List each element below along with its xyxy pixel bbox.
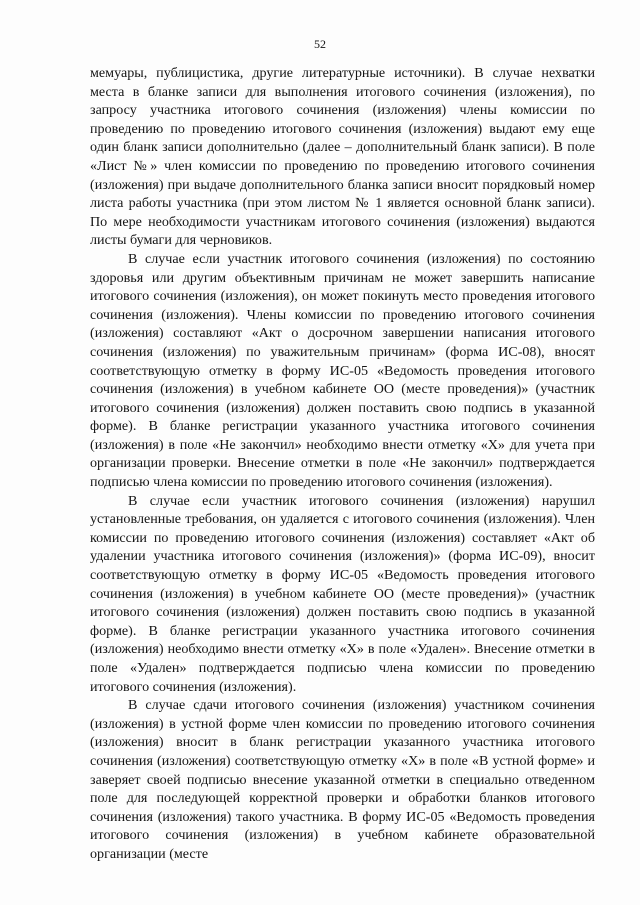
paragraph-early-completion: В случае если участник итогового сочинения (изложения) по состоянию здоровья или другим объективным причинам не может завершить написание итогового сочинения (изложения), он может покинуть место проведения итогового сочинения (изложения). Члены комиссии по проведению итогового сочинения (изложения) составляют «Акт о досрочном завершении написания итогового сочинения (изложения) по уважительным причинам» (форма ИС-08), вносят соответствующую отметку в форму ИС-05 «Ведомость проведения итогового сочинения (изложения) в учебном кабинете ОО (месте проведения)» (участник итогового сочинения (изложения) должен поставить свою подпись в указанной форме). В бланке регистрации указанного участника итогового сочинения (изложения) в поле «Не закончил» необходимо внести отметку «Х» для учета при организации проверки. Внесение отметки в поле «Не закончил» подтверждается подписью члена комиссии по проведению итогового сочинения (изложения). bbox=[90, 250, 595, 491]
paragraph-oral-form: В случае сдачи итогового сочинения (изложения) участником сочинения (изложения) в устной форме член комиссии по проведению итогового сочинения (изложения) вносит в бланк регистрации указанного участника итогового сочинения (изложения) соответствующую отметку «Х» в поле «В устной форме» и заверяет своей подписью внесение указанной отметки в специально отведенном поле для последующей корректной проверки и обработки бланков итогового сочинения (изложения) такого участника. В форму ИС-05 «Ведомость проведения итогового сочинения (изложения) в учебном кабинете образовательной организации (месте bbox=[90, 697, 595, 862]
paragraph-extra-blank-forms: мемуары, публицистика, другие литературные источники). В случае нехватки места в бланке записи для выполнения итогового сочинения (изложения), по запросу участника итогового сочинения (изложения) члены комиссии по проведению по проведению итогового сочинения (изложения) выдают ему еще один бланк записи дополнительно (далее – дополнительный бланк записи). В поле «Лист №» член комиссии по проведению по проведению итогового сочинения (изложения) при выдаче дополнительного бланка записи вносит порядковый номер листа работы участника (при этом листом № 1 является основной бланк записи). По мере необходимости участникам итогового сочинения (изложения) выдаются листы бумаги для черновиков. bbox=[90, 65, 595, 249]
page-number: 52 bbox=[314, 37, 326, 51]
paragraph-removal: В случае если участник итогового сочинения (изложения) нарушил установленные требования, он удаляется с итогового сочинения (изложения). Член комиссии по проведению итогового сочинения (изложения) составляет «Акт об удалении участника итогового сочинения (изложения)» (форма ИС-09), вносит соответствующую отметку в форму ИС-05 «Ведомость проведения итогового сочинения (изложения) в учебном кабинете ОО (месте проведения)» (участник итогового сочинения (изложения) должен поставить свою подпись в указанной форме). В бланке регистрации указанного участника итогового сочинения (изложения) необходимо внести отметку «Х» в поле «Удален». Внесение отметки в поле «Удален» подтверждается подписью члена комиссии по проведению итогового сочинения (изложения). bbox=[90, 492, 595, 695]
page-body bbox=[90, 64, 595, 864]
